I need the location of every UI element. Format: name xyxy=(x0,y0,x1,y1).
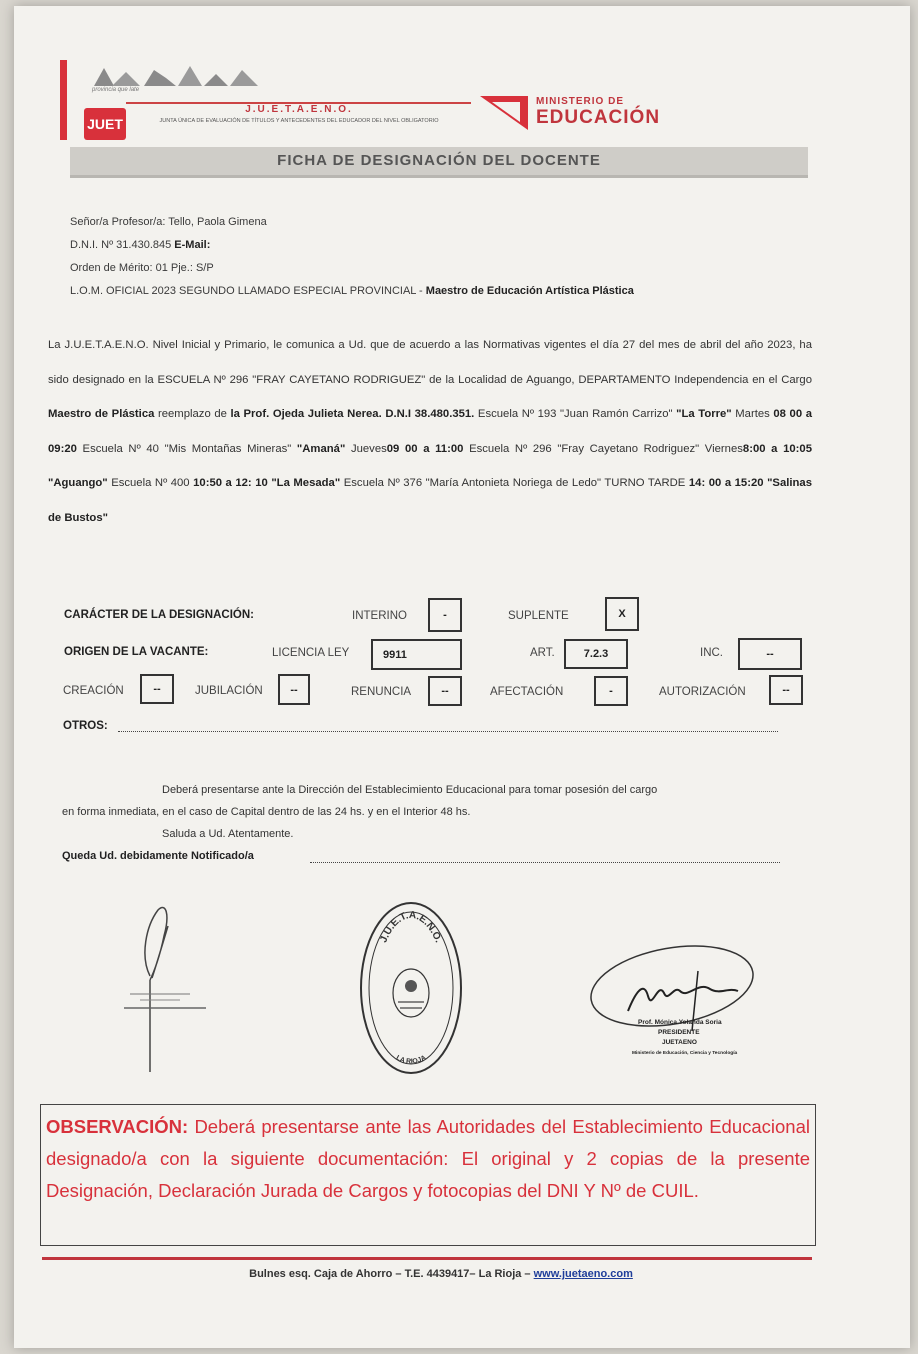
recipient-dni-value: D.N.I. Nº 31.430.845 xyxy=(70,239,175,251)
closing-line-2: en forma inmediata, en el caso de Capital dentro de las 24 hs. y en el Interior 48 hs. xyxy=(62,806,471,818)
body-bold: Maestro de Plástica xyxy=(48,408,155,420)
lom-text: L.O.M. OFICIAL 2023 SEGUNDO LLAMADO ESPECIAL PROVINCIAL - xyxy=(70,285,426,297)
body-bold: 09 00 a 11:00 xyxy=(386,442,464,455)
body-bold: 14: 00 a 15:20 "Salinas de Bustos" xyxy=(48,477,812,524)
recipient-name: Señor/a Profesor/a: Tello, Paola Gimena xyxy=(70,216,267,228)
header-red-bar xyxy=(60,60,67,140)
signature-right-icon xyxy=(588,941,778,1081)
suplente-label: SUPLENTE xyxy=(508,610,569,622)
notified-label: Queda Ud. debidamente Notificado/a xyxy=(62,850,254,862)
footer-divider xyxy=(42,1257,812,1260)
juetaeno-full-name: JUNTA ÚNICA DE EVALUACIÓN DE TÍTULOS Y ANTECEDENTES DEL EDUCADOR DEL NIVEL OBLIGATORIO xyxy=(159,118,439,124)
body-text: Escuela Nº 193 "Juan Ramón Carrizo" xyxy=(474,408,677,420)
body-bold: "Amaná" xyxy=(296,442,346,455)
closing-line-3: Saluda a Ud. Atentamente. xyxy=(162,828,294,840)
inc-label: INC. xyxy=(700,647,723,659)
inc-field[interactable]: -- xyxy=(738,638,802,670)
body-text: Escuela Nº 400 xyxy=(107,477,194,489)
body-text: Jueves xyxy=(345,442,387,455)
svg-text:LA RIOJA xyxy=(395,1054,428,1065)
stamp-top-text: J.U.E.T.A.E.N.O. xyxy=(378,909,444,945)
recipient-email-label: E-Mail: xyxy=(174,239,211,251)
body-bold: 8:00 a 10:05 "Aguango" xyxy=(48,442,813,489)
otros-label: OTROS: xyxy=(63,720,108,732)
interino-label: INTERINO xyxy=(352,610,407,622)
signer-role: PRESIDENTE xyxy=(658,1029,700,1036)
creacion-checkbox[interactable]: -- xyxy=(140,674,174,704)
stamp-seal-icon xyxy=(356,898,466,1078)
stamp-bottom-text: LA RIOJA xyxy=(394,1054,428,1066)
body-bold: 10:50 a 12: 10 "La Mesada" xyxy=(193,477,341,489)
body-text: reemplazo de xyxy=(154,408,231,420)
body-text: Martes xyxy=(731,408,774,420)
document-page xyxy=(14,6,910,1348)
autorizacion-label: AUTORIZACIÓN xyxy=(659,686,746,698)
body-text: Escuela Nº 376 "María Antonieta Noriega de Ledo" TURNO TARDE xyxy=(340,477,689,489)
lom-position: Maestro de Educación Artística Plástica xyxy=(425,285,634,297)
footer-website-link[interactable]: www.juetaeno.com xyxy=(533,1268,633,1280)
observation-box xyxy=(40,1104,816,1246)
page-title: FICHA DE DESIGNACIÓN DEL DOCENTE xyxy=(277,152,601,169)
juetaeno-logo-icon: JUET xyxy=(84,108,126,140)
observation-text: Deberá presentarse ante las Autoridades del Establecimiento Educacional designado/a con la siguiente documentación: El original y 2 copias de la presente Designación, Declaración Jurada de Cargos y fotocopias del DNI Y Nº de CUIL. xyxy=(46,1116,810,1201)
logo-tagline: provincia que late xyxy=(92,87,140,93)
origen-label: ORIGEN DE LA VACANTE: xyxy=(64,646,209,658)
renuncia-label: RENUNCIA xyxy=(351,686,412,698)
signer-name: Prof. Mónica Yolanda Soria xyxy=(638,1019,722,1026)
footer xyxy=(42,1268,840,1280)
caracter-label: CARÁCTER DE LA DESIGNACIÓN: xyxy=(64,609,254,621)
svg-text:J.U.E.T.A.E.N.O. xyxy=(378,910,444,945)
body-text: Escuela Nº 296 "Fray Cayetano Rodriguez" Viernes xyxy=(463,442,743,455)
closing-line-1: Deberá presentarse ante la Dirección del Establecimiento Educacional para tomar posesión del cargo xyxy=(162,784,658,796)
recipient-lom xyxy=(70,285,634,297)
licencia-field[interactable]: 9911 xyxy=(371,639,462,670)
signer-ministry: Ministerio de Educación, Ciencia y Tecnología xyxy=(632,1051,738,1056)
afectacion-label: AFECTACIÓN xyxy=(490,686,564,698)
art-field[interactable]: 7.2.3 xyxy=(564,639,628,669)
renuncia-checkbox[interactable]: -- xyxy=(428,676,462,706)
signer-org: JUETAENO xyxy=(662,1039,697,1046)
ministry-name: EDUCACIÓN xyxy=(536,107,661,128)
notified-line[interactable] xyxy=(310,862,780,863)
recipient-dni xyxy=(70,239,210,251)
ministry-label: MINISTERIO DE xyxy=(536,96,625,107)
autorizacion-checkbox[interactable]: -- xyxy=(769,675,803,705)
otros-line[interactable] xyxy=(118,731,778,732)
body-bold: 08 00 a 09:20 xyxy=(48,408,812,455)
signature-left-icon xyxy=(110,896,220,1076)
body-text: Escuela Nº 40 "Mis Montañas Mineras" xyxy=(76,442,297,455)
juetaeno-name: J.U.E.T.A.E.N.O. xyxy=(245,104,353,115)
body-bold: "La Torre" xyxy=(676,408,732,420)
body-text: La J.U.E.T.A.E.N.O. Nivel Inicial y Primario, le comunica a Ud. que de acuerdo a las Normativas vigentes el día 27 del mes de abril del año 2023, ha sido designado en la ESCUELA Nº 296 "FRAY CAYETANO RODRIGUEZ" de la Localidad de Aguango, DEPARTAMENTO Independencia en el Cargo xyxy=(48,339,812,386)
jubilacion-label: JUBILACIÓN xyxy=(195,685,263,697)
footer-address: Bulnes esq. Caja de Ahorro – T.E. 4439417– La Rioja – xyxy=(249,1268,534,1280)
body-bold: la Prof. Ojeda Julieta Nerea. D.N.I 38.480.351. xyxy=(230,408,475,420)
creacion-label: CREACIÓN xyxy=(63,685,124,697)
observation-label: OBSERVACIÓN: xyxy=(46,1116,189,1137)
interino-checkbox[interactable]: - xyxy=(428,598,462,632)
designation-paragraph xyxy=(48,328,812,535)
suplente-checkbox[interactable]: X xyxy=(605,597,639,631)
ministry-logo-icon xyxy=(480,96,528,130)
licencia-label: LICENCIA LEY xyxy=(272,647,350,659)
recipient-merit: Orden de Mérito: 01 Pje.: S/P xyxy=(70,262,214,274)
afectacion-checkbox[interactable]: - xyxy=(594,676,628,706)
art-label: ART. xyxy=(530,647,555,659)
jubilacion-checkbox[interactable]: -- xyxy=(278,674,310,705)
